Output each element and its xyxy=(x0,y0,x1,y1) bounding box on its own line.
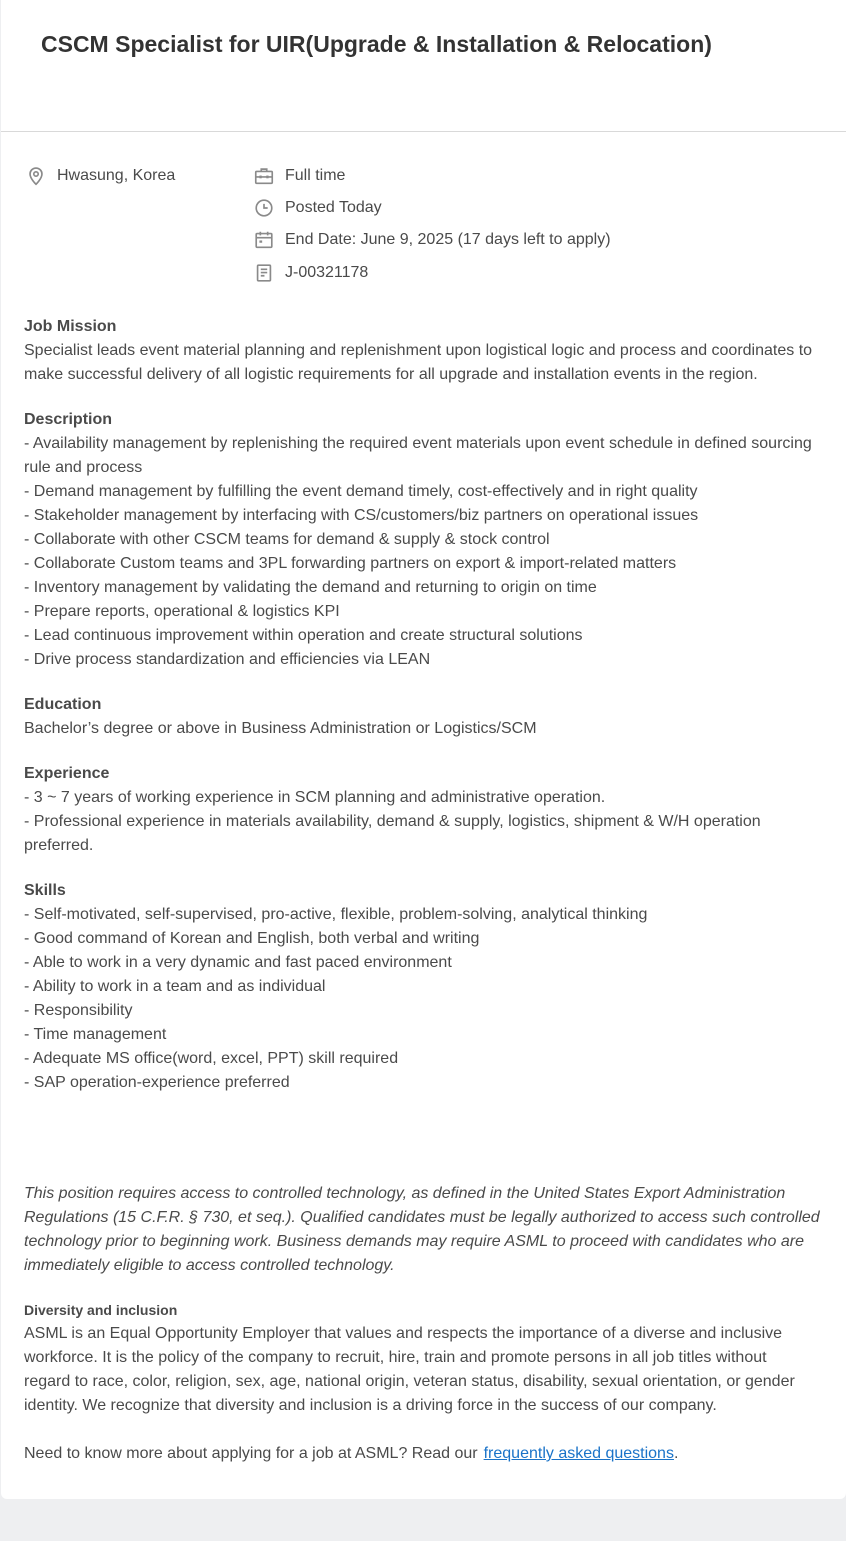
diversity-heading: Diversity and inclusion xyxy=(24,1302,178,1318)
job-id-text: J-00321178 xyxy=(285,264,369,281)
list-item: - Collaborate with other CSCM teams for demand & supply & stock control xyxy=(24,531,550,548)
experience-heading: Experience xyxy=(24,765,110,782)
calendar-icon xyxy=(253,229,275,251)
list-item: - Inventory management by validating the demand and returning to origin on time xyxy=(24,579,597,596)
clock-icon xyxy=(253,197,275,219)
mission-text: Specialist leads event material planning and replenishment upon logistical logic and process and coordinates to make successful delivery of all logistic requirements for all upgrade and installation events in the region. xyxy=(24,342,813,383)
job-title: CSCM Specialist for UIR(Upgrade & Installation & Relocation) xyxy=(41,31,712,57)
list-item: - Drive process standardization and efficiencies via LEAN xyxy=(24,651,431,668)
end-date-text: End Date: June 9, 2025 (17 days left to apply) xyxy=(285,231,611,248)
mission-heading: Job Mission xyxy=(24,318,117,335)
list-item: - Prepare reports, operational & logistics KPI xyxy=(24,603,340,620)
list-item: - Collaborate Custom teams and 3PL forwarding partners on export & import-related matters xyxy=(24,555,677,572)
list-item: - Self-motivated, self-supervised, pro-active, flexible, problem-solving, analytical thinking xyxy=(24,906,648,923)
experience-section xyxy=(24,762,824,858)
mission-section xyxy=(24,315,824,387)
posted-text: Posted Today xyxy=(285,199,382,216)
education-heading: Education xyxy=(24,696,102,713)
location-pin-icon xyxy=(25,165,47,187)
skills-heading: Skills xyxy=(24,882,66,899)
location-text: Hwasung, Korea xyxy=(57,167,176,184)
document-icon xyxy=(253,262,275,284)
faq-link[interactable]: frequently asked questions xyxy=(483,1445,674,1462)
description-section xyxy=(24,408,824,672)
education-section xyxy=(24,693,824,741)
list-item: - Time management xyxy=(24,1026,167,1043)
faq-suffix: . xyxy=(673,1445,679,1462)
list-item: - 3 ~ 7 years of working experience in SCM planning and administrative operation. xyxy=(24,789,606,806)
employment-type-info xyxy=(253,165,345,187)
diversity-text: ASML is an Equal Opportunity Employer that values and respects the importance of a diverse and inclusive workforce. It is the policy of the company to recruit, hire, train and promote persons in all job titles without regard to race, color, religion, sex, age, national origin, veteran status, disability, sexual orientation, or gender identity. We recognize that diversity and inclusion is a driving force in the success of our company. xyxy=(24,1325,795,1414)
job-id-info xyxy=(253,262,368,284)
end-date-info xyxy=(253,229,611,251)
list-item: - Able to work in a very dynamic and fast paced environment xyxy=(24,954,452,971)
list-item: - SAP operation-experience preferred xyxy=(24,1074,290,1091)
job-header xyxy=(1,0,846,132)
export-control-notice: This position requires access to controlled technology, as defined in the United States Export Administration Regulations (15 C.F.R. § 730, et seq.). Qualified candidates must be legally authorized to access such controlled technology prior to beginning work. Business demands may require ASML to proceed with candidates who are immediately eligible to access controlled technology. xyxy=(24,1185,820,1274)
list-item: - Responsibility xyxy=(24,1002,133,1019)
posted-info xyxy=(253,197,382,219)
faq-prefix: Need to know more about applying for a job at ASML? Read our xyxy=(24,1445,478,1462)
employment-type-text: Full time xyxy=(285,167,346,184)
job-description xyxy=(24,315,824,1116)
list-item: - Lead continuous improvement within operation and create structural solutions xyxy=(24,627,583,644)
briefcase-icon xyxy=(253,165,275,187)
list-item: - Professional experience in materials availability, demand & supply, logistics, shipment & W/H operation preferred. xyxy=(24,813,761,854)
list-item: - Stakeholder management by interfacing with CS/customers/biz partners on operational issues xyxy=(24,507,699,524)
location-info xyxy=(25,165,175,187)
list-item: - Demand management by fulfilling the event demand timely, cost-effectively and in right quality xyxy=(24,483,698,500)
list-item: - Adequate MS office(word, excel, PPT) skill required xyxy=(24,1050,399,1067)
faq-line xyxy=(24,1442,678,1466)
education-text: Bachelor’s degree or above in Business Administration or Logistics/SCM xyxy=(24,720,537,737)
list-item: - Ability to work in a team and as individual xyxy=(24,978,326,995)
job-card xyxy=(1,0,846,1499)
list-item: - Availability management by replenishing the required event materials upon event schedule in defined sourcing rule and process xyxy=(24,435,812,476)
list-item: - Good command of Korean and English, both verbal and writing xyxy=(24,930,480,947)
skills-section xyxy=(24,879,824,1095)
description-heading: Description xyxy=(24,411,113,428)
